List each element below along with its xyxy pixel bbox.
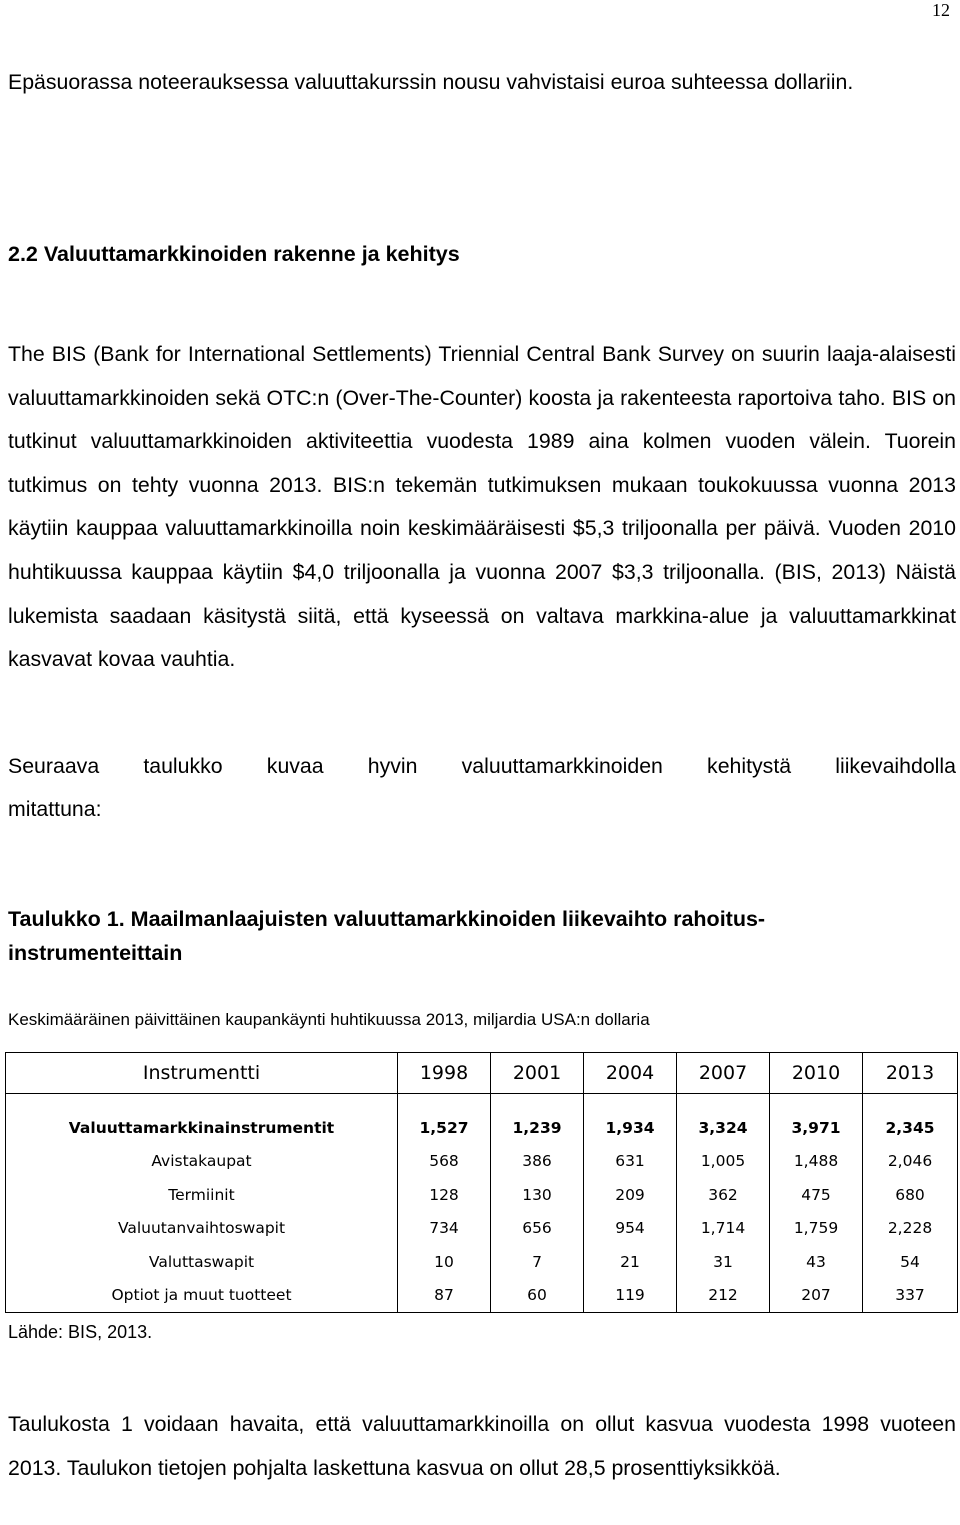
table-cell: 212 [677, 1279, 770, 1313]
table-caption: Taulukko 1. Maailmanlaajuisten valuuttamarkkinoiden liikevaihto rahoitus-instrumenteittain [8, 907, 766, 965]
table-cell: 2,046 [863, 1145, 958, 1179]
table-cell: 2,345 [863, 1111, 958, 1145]
table-cell: 475 [770, 1178, 863, 1212]
row-label: Valuttaswapit [6, 1245, 398, 1279]
header-2001: 2001 [491, 1053, 584, 1094]
table-header-row [6, 1053, 958, 1094]
table-cell: 1,759 [770, 1212, 863, 1246]
row-label: Valuuttamarkkinainstrumentit [6, 1111, 398, 1145]
table-row [6, 1145, 958, 1179]
table-cell: 31 [677, 1245, 770, 1279]
table-cell: 734 [398, 1212, 491, 1246]
conclusion-paragraph: Taulukosta 1 voidaan havaita, että valuuttamarkkinoilla on ollut kasvua vuodesta 1998 vuoteen 2013. Taulukon tietojen pohjalta laskettuna kasvua on ollut 28,5 prosenttiyksikköä. [8, 1412, 956, 1480]
intro-paragraph: Epäsuorassa noteerauksessa valuuttakurssin nousu vahvistaisi euroa suhteessa dollariin. [8, 70, 854, 94]
table-cell: 3,971 [770, 1111, 863, 1145]
row-label: Termiinit [6, 1178, 398, 1212]
table-cell: 3,324 [677, 1111, 770, 1145]
table-cell: 1,714 [677, 1212, 770, 1246]
table-cell: 130 [491, 1178, 584, 1212]
row-label: Optiot ja muut tuotteet [6, 1279, 398, 1313]
table-cell: 7 [491, 1245, 584, 1279]
table-cell: 1,005 [677, 1145, 770, 1179]
header-2010: 2010 [770, 1053, 863, 1094]
table-cell: 362 [677, 1178, 770, 1212]
table-cell: 2,228 [863, 1212, 958, 1246]
lead-in-line-1: Seuraava taulukko kuvaa hyvin valuuttamarkkinoiden kehitystä liikevaihdolla [8, 754, 956, 778]
table-row [6, 1279, 958, 1313]
page-number: 12 [932, 0, 950, 20]
table-source: Lähde: BIS, 2013. [8, 1322, 153, 1342]
table-cell: 1,527 [398, 1111, 491, 1145]
table-cell: 954 [584, 1212, 677, 1246]
table-cell: 60 [491, 1279, 584, 1313]
table-row [6, 1245, 958, 1279]
header-instrument: Instrumentti [6, 1053, 398, 1094]
header-1998: 1998 [398, 1053, 491, 1094]
table-cell: 337 [863, 1279, 958, 1313]
turnover-table [5, 1052, 958, 1313]
body-paragraph: The BIS (Bank for International Settlements) Triennial Central Bank Survey on suurin laaja-alaisesti valuuttamarkkinoiden sekä OTC:n (Over-The-Counter) koosta ja rakenteesta raportoiva taho. BIS on tutkinut valuuttamarkkinoiden aktiviteettia vuodesta 1989 aina kolmen vuoden välein. Tuorein tutkimus on tehty vuonna 2013. BIS:n tekemän tutkimuksen mukaan toukokuussa vuonna 2013 käytiin kauppaa valuuttamarkkinoilla noin keskimääräisesti $5,3 triljoonalla per päivä. Vuoden 2010 huhtikuussa kauppaa käytiin $4,0 triljoonalla ja vuonna 2007 $3,3 triljoonalla. (BIS, 2013) Näistä lukemista saadaan käsitystä siitä, että kyseessä on valtava markkina-alue ja valuuttamarkkinat kasvavat kovaa vauhtia. [8, 342, 956, 672]
table-cell: 10 [398, 1245, 491, 1279]
header-2004: 2004 [584, 1053, 677, 1094]
table-cell: 209 [584, 1178, 677, 1212]
row-label: Avistakaupat [6, 1145, 398, 1179]
row-label: Valuutanvaihtoswapit [6, 1212, 398, 1246]
table-cell: 1,934 [584, 1111, 677, 1145]
table-cell: 656 [491, 1212, 584, 1246]
section-heading: 2.2 Valuuttamarkkinoiden rakenne ja kehitys [8, 242, 460, 266]
table-row [6, 1178, 958, 1212]
table-row [6, 1111, 958, 1145]
table-cell: 43 [770, 1245, 863, 1279]
table-cell: 87 [398, 1279, 491, 1313]
lead-in-line-2: mitattuna: [8, 797, 102, 821]
table-cell: 386 [491, 1145, 584, 1179]
table-cell: 1,488 [770, 1145, 863, 1179]
table-cell: 680 [863, 1178, 958, 1212]
table-cell: 119 [584, 1279, 677, 1313]
table-cell: 128 [398, 1178, 491, 1212]
header-2007: 2007 [677, 1053, 770, 1094]
table-cell: 631 [584, 1145, 677, 1179]
table-cell: 207 [770, 1279, 863, 1313]
table-cell: 1,239 [491, 1111, 584, 1145]
table-cell: 568 [398, 1145, 491, 1179]
table-cell: 54 [863, 1245, 958, 1279]
table-row [6, 1212, 958, 1246]
table-cell: 21 [584, 1245, 677, 1279]
header-2013: 2013 [863, 1053, 958, 1094]
table-subcaption: Keskimääräinen päivittäinen kaupankäynti huhtikuussa 2013, miljardia USA:n dollaria [8, 1010, 650, 1029]
